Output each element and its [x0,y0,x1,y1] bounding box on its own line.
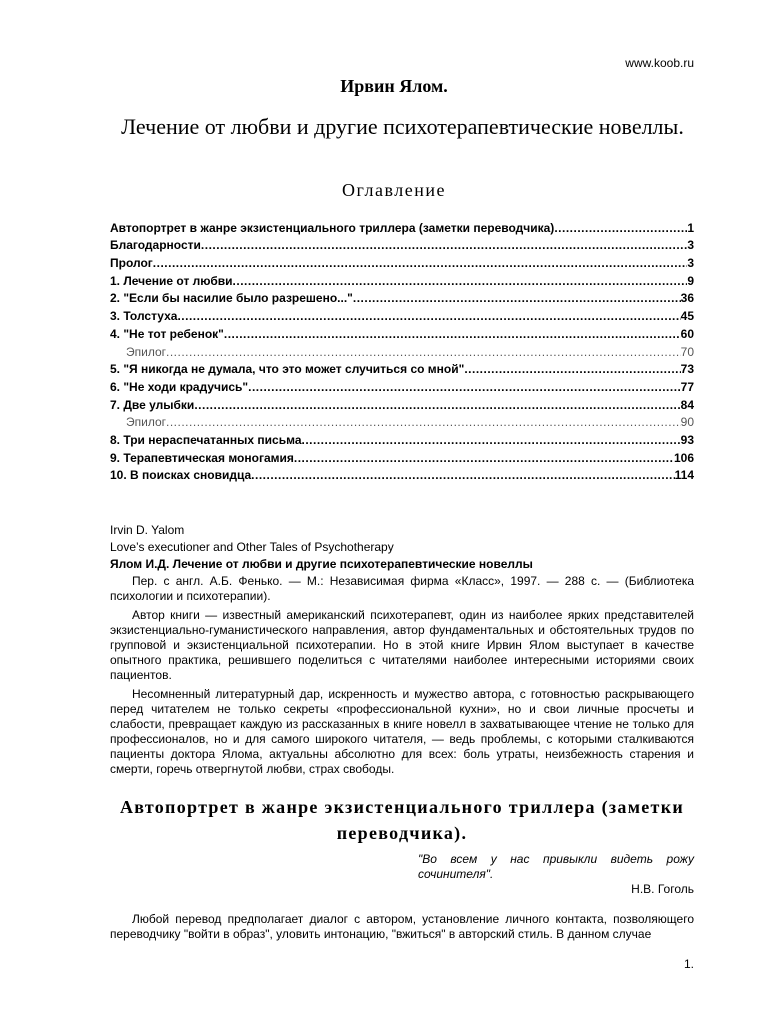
toc-leader [166,345,681,359]
toc-leader [353,291,681,305]
toc-entry[interactable]: 3. Толстуха ..... 45 [110,305,694,323]
table-of-contents [110,217,694,482]
toc-leader [201,238,687,252]
toc-leader [177,309,680,323]
toc-leader [302,433,681,447]
toc-entry[interactable]: 7. Две улыбки ..... 84 [110,394,694,412]
toc-entry[interactable]: 4. "Не тот ребенок" ..... 60 [110,323,694,341]
toc-entry[interactable]: 1. Лечение от любви ..... 9 [110,270,694,288]
toc-entry[interactable]: 5. "Я никогда не думала, что это может случиться со мной" ..... 73 [110,359,694,377]
site-url: www.koob.ru [625,56,694,70]
toc-heading: Оглавление [342,180,446,200]
toc-entry[interactable]: Автопортрет в жанре экзистенциального триллера (заметки переводчика) ..... 1 [110,217,694,235]
toc-entry[interactable]: 6. "Не ходи крадучись" ..... 77 [110,376,694,394]
book-author: Ирвин Ялом. [340,76,448,96]
toc-leader [294,451,674,465]
toc-entry[interactable]: 8. Три нераспечатанных письма ..... 93 [110,429,694,447]
toc-leader [166,415,681,429]
toc-entry[interactable]: Пролог ..... 3 [110,252,694,270]
annotation-paragraph: Автор книги — известный американский психотерапевт, один из наиболее ярких представителей экзистенциально-гуманистического направления, автор фундаментальных и обстоятельных трудов по групповой и экзистенциальной психотерапии. Но в этой книге Ирвин Ялом выступает в качестве опытного практика, решившего поделиться с читателями наиболее интересными историями своих пациентов. [110,608,694,682]
author-en: Irvin D. Yalom [110,523,185,537]
toc-leader [464,362,680,376]
section-heading: Автопортрет в жанре экзистенциального триллера (заметки переводчика). [119,797,685,843]
title-ru: Ялом И.Д. Лечение от любви и другие психотерапевтические новеллы [110,557,533,571]
toc-leader [153,256,688,270]
toc-leader [248,380,681,394]
toc-leader [224,327,681,341]
toc-leader [251,468,674,482]
section-paragraph: Любой перевод предполагает диалог с автором, установление личного контакта, позволяющего переводчику "войти в образ", уловить интонацию, "вжиться" в авторский стиль. В данном случае [110,912,694,941]
epigraph-author: Н.В. Гоголь [631,882,694,896]
toc-entry[interactable]: 2. "Если бы насилие было разрешено..." ..... 36 [110,288,694,306]
page-number: 1. [683,957,694,971]
toc-leader [233,274,688,288]
section-body [110,912,694,942]
toc-entry[interactable]: 9. Терапевтическая моногамия ..... 106 [110,447,694,465]
publication-info: Пер. с англ. А.Б. Фенько. — М.: Независимая фирма «Класс», 1997. — 288 с. — (Библиотека психологии и психотерапии). [110,574,694,603]
toc-leader [194,398,680,412]
toc-subentry[interactable]: Эпилог ..... 70 [110,341,694,359]
epigraph-quote: "Во всем у нас привыкли видеть рожу сочинителя". [418,852,694,881]
book-info [110,523,694,777]
toc-leader [554,221,687,235]
title-en: Love’s executioner and Other Tales of Psychotherapy [110,540,394,554]
toc-subentry[interactable]: Эпилог ..... 90 [110,412,694,430]
toc-entry[interactable]: 10. В поисках сновидца ..... 114 [110,465,694,483]
toc-entry[interactable]: Благодарности ..... 3 [110,235,694,253]
book-title: Лечение от любви и другие психотерапевтические новеллы. [121,114,684,139]
annotation-paragraph: Несомненный литературный дар, искренность и мужество автора, с готовностью раскрывающего перед читателем не только секреты «профессиональной кухни», но и свои личные просчеты и слабости, превращает каждую из рассказанных в книге новелл в захватывающее чтение не только для профессионалов, но и для самого широкого читателя, — ведь проблемы, с которыми сталкиваются пациенты доктора Ялома, актуальны абсолютно для всех: боль утраты, неизбежность старения и смерти, горечь отвергнутой любви, страх свободы. [110,687,694,776]
